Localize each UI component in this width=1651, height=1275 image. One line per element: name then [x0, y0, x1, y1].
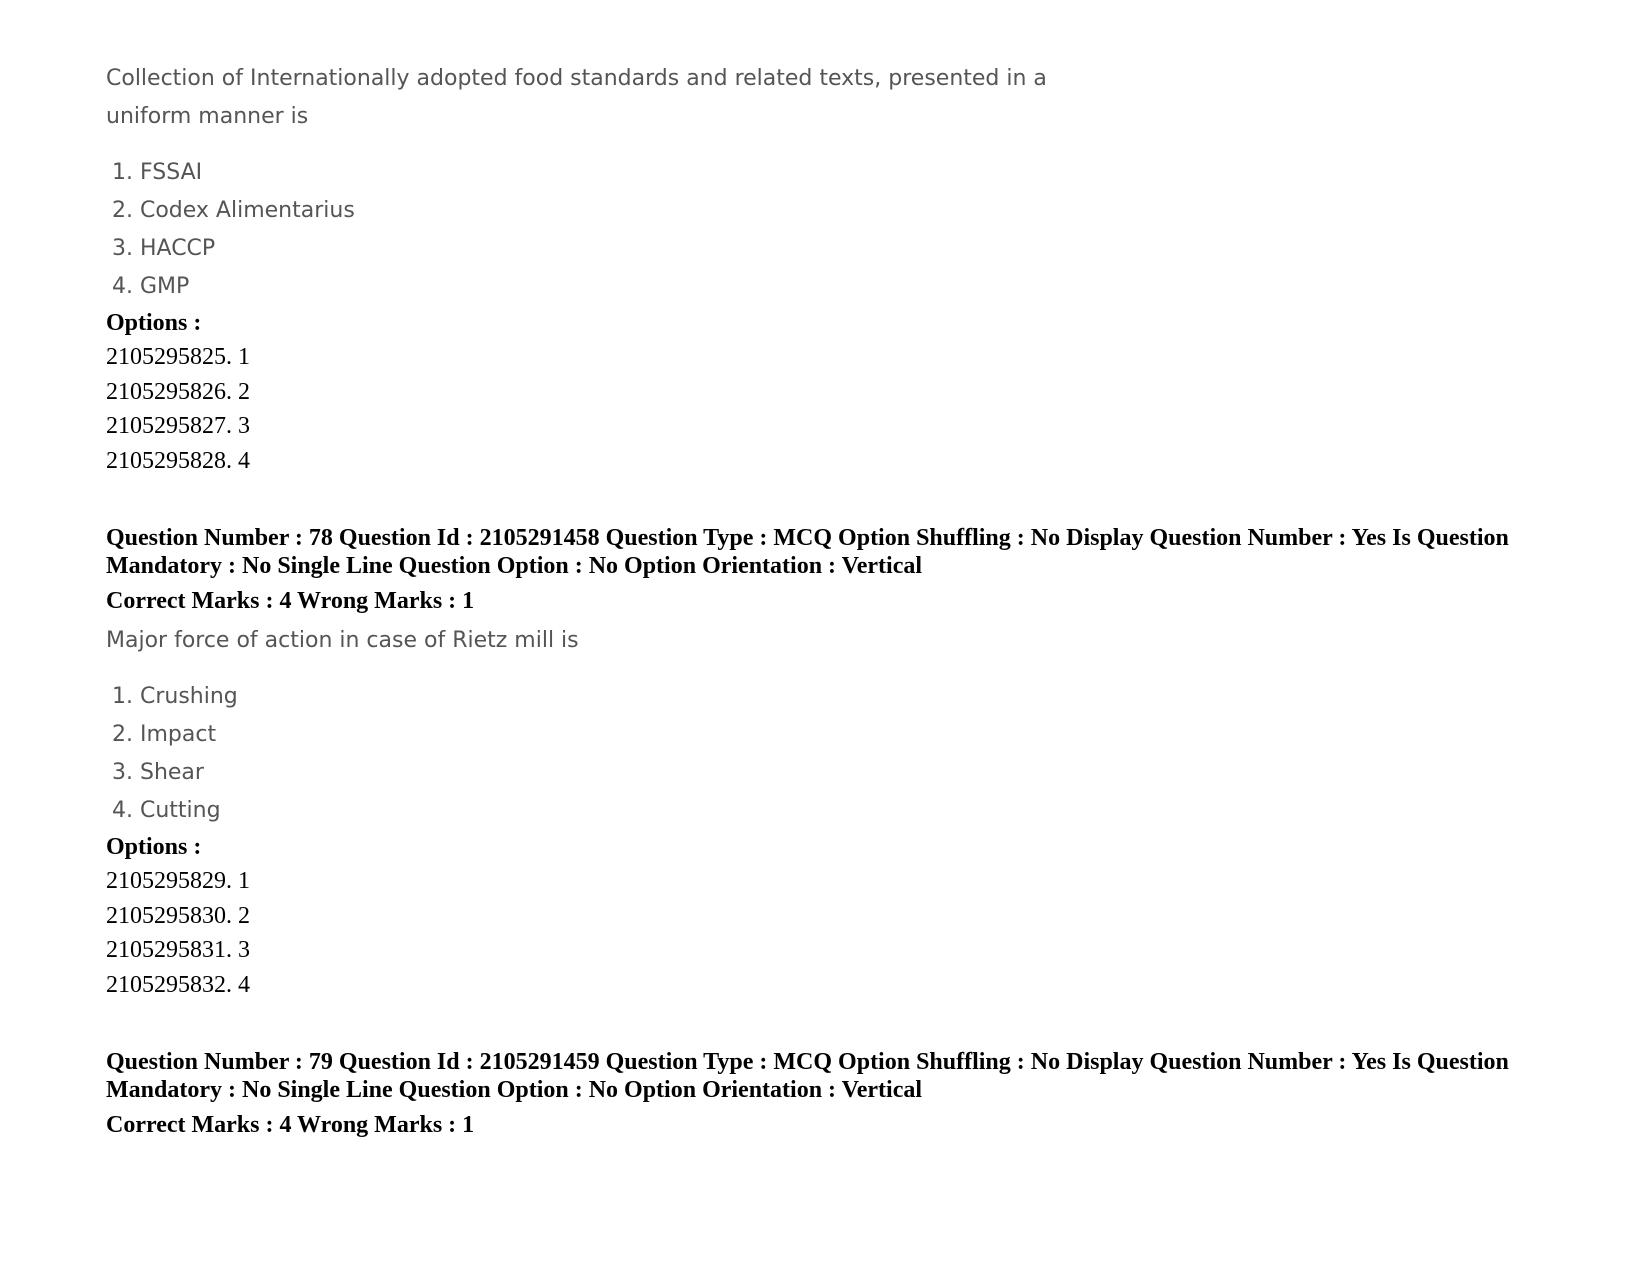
question-78-block	[106, 524, 1566, 1002]
question-78-meta: Question Number : 78 Question Id : 2105291458 Question Type : MCQ Option Shuffling : No Display Question Number : Yes Is Question Mandatory : No Single Line Question Option : No Option Orientation : Vertical	[106, 525, 1509, 579]
options-heading: Options :	[106, 834, 202, 860]
question-78-marks: Correct Marks : 4 Wrong Marks : 1	[106, 588, 475, 614]
question-77-choices	[106, 154, 1566, 306]
option-item: 2105295829. 1	[106, 868, 250, 894]
option-item: 2105295828. 4	[106, 447, 250, 474]
question-79-meta: Question Number : 79 Question Id : 2105291459 Question Type : MCQ Option Shuffling : No Display Question Number : Yes Is Question Mandatory : No Single Line Question Option : No Option Orientation : Vertical	[106, 1049, 1509, 1103]
option-item: 2105295825. 1	[106, 344, 250, 370]
option-item: 2105295831. 3	[106, 937, 250, 963]
options-heading: Options :	[106, 310, 202, 336]
choice-item: 4. Cutting	[112, 798, 221, 823]
question-77-text: Collection of Internationally adopted food standards and related texts, presented in a uniform manner is	[106, 66, 1047, 129]
choice-item: 3. Shear	[112, 760, 204, 785]
option-item: 2105295830. 2	[106, 902, 250, 929]
document-page	[106, 60, 1566, 1142]
choice-item: 1. Crushing	[112, 684, 238, 709]
spacer	[106, 1002, 1566, 1048]
choice-item: 3. HACCP	[112, 236, 216, 261]
choice-item: 4. GMP	[112, 274, 190, 299]
question-77-options	[106, 340, 1566, 478]
option-item: 2105295826. 2	[106, 378, 250, 405]
spacer	[106, 478, 1566, 524]
question-78-options	[106, 864, 1566, 1002]
question-78-text: Major force of action in case of Rietz mill is	[106, 628, 579, 653]
option-item: 2105295832. 4	[106, 971, 250, 998]
option-item: 2105295827. 3	[106, 413, 250, 439]
choice-item: 1. FSSAI	[112, 160, 203, 185]
choice-item: 2. Codex Alimentarius	[112, 198, 355, 223]
choice-item: 2. Impact	[112, 722, 217, 747]
question-79-marks: Correct Marks : 4 Wrong Marks : 1	[106, 1112, 475, 1138]
question-78-choices	[106, 678, 1566, 830]
question-77-block	[106, 60, 1566, 478]
question-79-block	[106, 1048, 1566, 1142]
